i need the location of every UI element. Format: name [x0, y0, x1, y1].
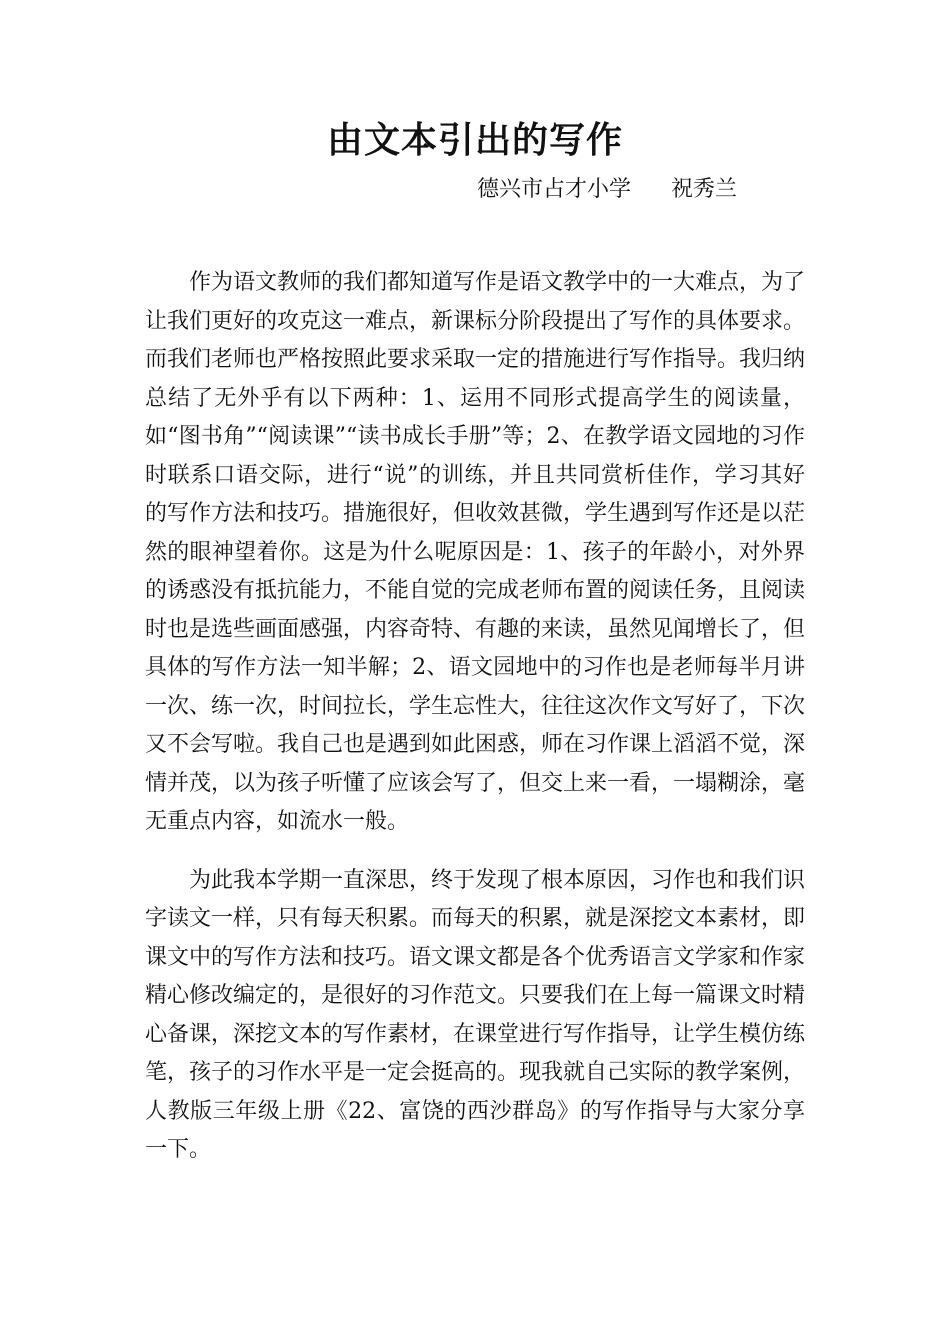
document-body [145, 264, 805, 1170]
paragraph-2: 为此我本学期一直深思，终于发现了根本原因，习作也和我们识字读文一样，只有每天积累。而每天的积累，就是深挖文本素材，即课文中的写作方法和技巧。语文课文都是各个优秀语言文学家和作家精心修改编定的，是很好的习作范文。只要我们在上每一篇课文时精心备课，深挖文本的写作素材，在课堂进行写作指导，让学生模仿练笔，孩子的习作水平是一定会挺高的。现我就自己实际的教学案例，人教版三年级上册《22、富饶的西沙群岛》的写作指导与大家分享一下。 [145, 867, 806, 1162]
byline [477, 174, 737, 206]
document-title: 由文本引出的写作 [326, 120, 623, 161]
byline-author: 祝秀兰 [671, 177, 738, 202]
byline-school: 德兴市占才小学 [477, 177, 632, 202]
paragraph-1: 作为语文教师的我们都知道写作是语文教学中的一大难点，为了让我们更好的攻克这一难点，新课标分阶段提出了写作的具体要求。而我们老师也严格按照此要求采取一定的措施进行写作指导。我归纳总结了无外乎有以下两种：1、运用不同形式提高学生的阅读量，如“图书角”“阅读课”“读书成长手册”等；2、在教学语文园地的习作时联系口语交际，进行“说”的训练，并且共同赏析佳作，学习其好的写作方法和技巧。措施很好，但收效甚微，学生遇到写作还是以茫然的眼神望着你。这是为什么呢原因是：1、孩子的年龄小，对外界的诱惑没有抵抗能力，不能自觉的完成老师布置的阅读任务，且阅读时也是选些画面感强，内容奇特、有趣的来读，虽然见闻增长了，但具体的写作方法一知半解；2、语文园地中的习作也是老师每半月讲一次、练一次，时间拉长，学生忘性大，往往这次作文写好了，下次又不会写啦。我自己也是遇到如此困惑，师在习作课上滔滔不觉，深情并茂，以为孩子听懂了应该会写了，但交上来一看，一塌糊涂，毫无重点内容，如流水一般。 [145, 270, 806, 834]
